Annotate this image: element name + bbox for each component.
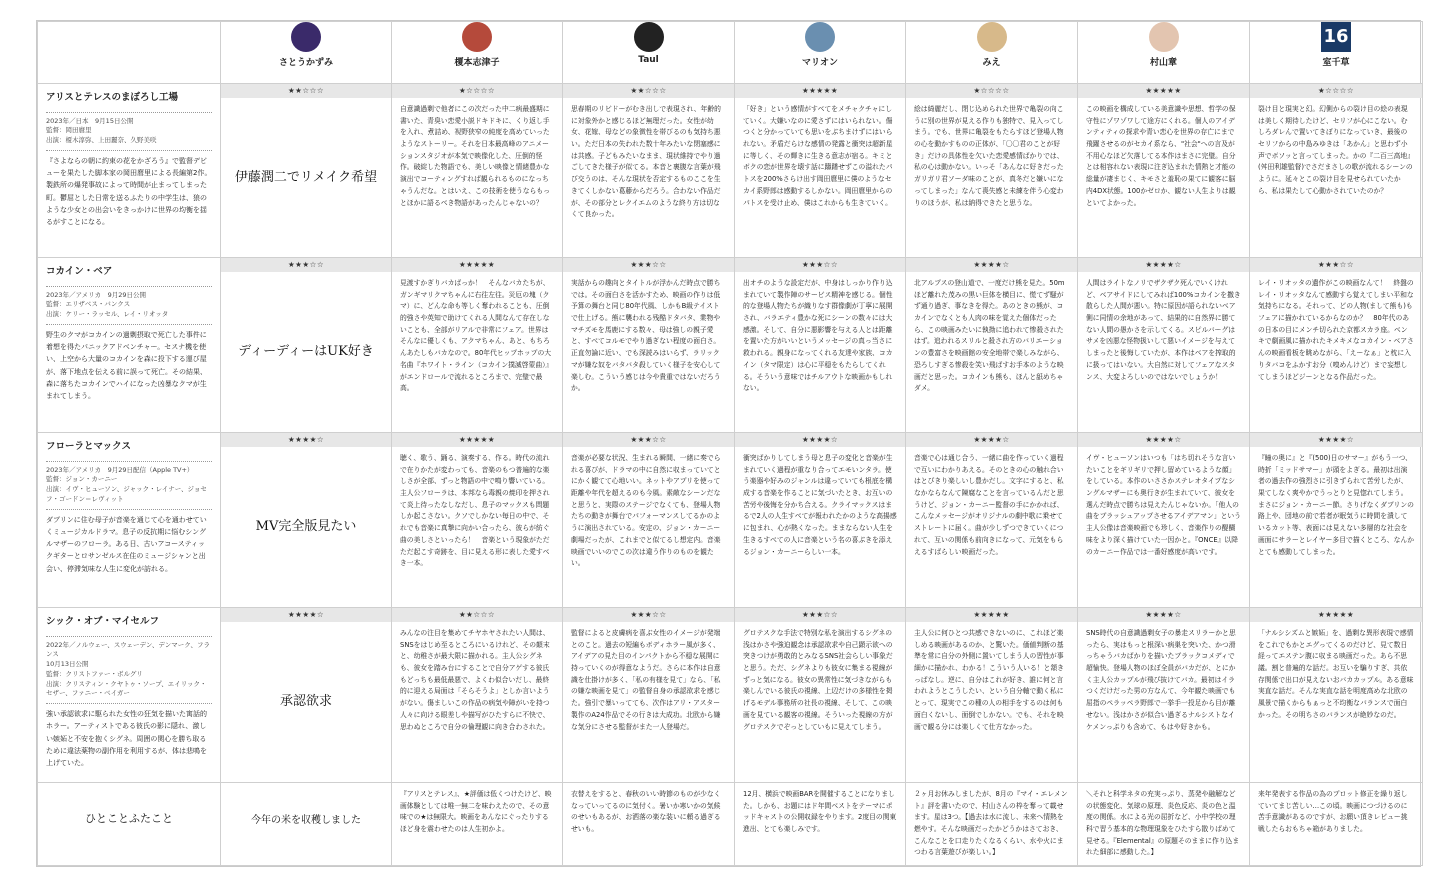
review-text: 北アルプスの登山道で、一度だけ熊を見た。50mほど離れた茂みの黒い巨体を横目に、慌てず騒がず通り過ぎ、事なきを得た。あのときの熊が、コカインでなくとも人肉の味を覚えた個体だったら、この映画みたいに執拗に追われて惨殺されたはず。追われるスリルと殺され方のバリエーションの豊富さを映画館の安全地帯で楽しみながら、恐ろしすぎる惨殺を笑い飛ばすお手本のような映画だと思った。コカインも熊も、ほんと舐めちゃダメ。 [914,279,1065,393]
reviewer-name: 榎本志津子 [454,58,500,68]
reviewer-header-3 [735,22,906,84]
movie-info-cell [38,258,221,433]
footer-note-cell [563,783,735,866]
review-text: 思春期のリビドーがむき出しで表現され、年齢的に対象外かと感じるほど無理だった。女性が幼女、花嫁、母などの象徴性を帯びるのも気持ち悪い。ただ日本の失われた数十年みたいな閉塞感には共感。子どもみたいなまま、現状維持でやり過ごしてきた様子が似てる。本音と裏腹な言葉が飛び交うのは、そんな現状を否定するものここを生きてくしかない葛藤からだろう。合わない作品だが、その部分とレクイエムのような終り方は切なくて良かった。 [571,105,721,219]
review-text: 音楽が必要な状況、生まれる瞬間、一緒に奏でられる喜びが、ドラマの中に自然に収まっていてとにかく観てて心地いい。ネットやアプリを使って距離や年代を超えるのも今風。素敵なシーンだなと思うと、実際のステージでなくても、登場人物たちの動きが舞台でパフォーマンスしてるかのように演出されている。安定の、ジョン・カーニー劇場だったが、これまでと似てるし想定内。音楽映画でいいのでこの次は違う作りのものを観たい。 [571,454,721,568]
movie-row [38,433,1423,608]
rice-illustration [221,783,391,853]
review-text: 見渡すかぎりバカばっか！ そんなバカたちが、ガンギマリクマちゃんに右往左往。災厄の塊（クマ）に、どんな命も等しく奪われることも、圧倒的強さや英知で助けてくれる人間なんて存在しないことも、全部がリアルで非常にフェア。世界はそんなに優しくも、アクマちゃん、あと、もちろんあたしもバカなので。80年代ヒップホップの大名曲『ホワイト・ライン（コカイン撲滅啓蒙曲）』がエンドロールで流れるところまで、完璧で最高。 [400,279,553,393]
star-rating: ★★★☆☆ [563,433,734,447]
review-cell [735,608,906,783]
movie-meta [46,641,212,700]
reviewer-name: マリオン [802,58,838,68]
review-cell [392,433,563,608]
review-cell [1250,608,1423,783]
reviewer-name: Taul [638,55,659,65]
footer-note-cell [1078,783,1250,866]
movie-title: コカイン・ベア [46,266,113,277]
movie-row [38,84,1423,258]
reviewer-name: さとうかずみ [278,58,333,68]
movie-meta-line: 出演：イヴ・ヒューソン、ジャック・レイナー、ジョセフ・ゴードン＝レヴィット [46,485,207,503]
footer-note: 12月、横浜で映画BARを開催することになりました。しかも、お題にはド年間ベストをテーマにポッドキャストの公開収録をやります。2度目の関東進出、とても楽しみです。 [743,790,897,834]
star-rating: ★☆☆☆☆ [1250,84,1422,98]
review-cell [221,84,392,258]
review-text: レイ・リオッタの遺作がこの映画なんて！ 終盤のレイ・リオッタなんて感動すら覚えてしまい平和な気持ちになる。それって、どの人物(まして熊も)もフェアに描かれているからなのか？ 80年代のあの日本の目にメンチ切られた京都スカラ座。ベンキで劇画風に描かれたキメキメなコカイン・ベアさんの映画看板を眺めながら、「えーなぁ」と枕に入りタバコをふかすお分（嗅めんけど）まで妄想してしまうほどジーンとなる作品だった。 [1258,279,1414,381]
movie-info [38,84,220,235]
hand-drawn-illustration [221,272,391,427]
review-text: 聴く、歌う、踊る、演奏する、作る。時代の流れで在りかたが変わっても、音楽のもつ普遍的な楽しさが全部、ずっと物語の中で鳴り響いている。主人公フローラは、本邦なら毒親の焼印を押されて炎上待ったなしなだし、息子のマックスも問題しか起こさない。クソでしかない毎日の中で、それでも音楽に真摯に向かい合ったら、彼らが紡ぐ曲の美しさといったら！ 音楽という現象がただただ起こす奇跡を、目に見える形に表した愛すべき一本。 [400,454,550,568]
review-cell [392,84,563,258]
reviewer-header-2 [563,22,735,84]
reviewer-name: みえ [982,58,1001,68]
review-text: 裂け目と現実と幻。幻側からの裂け目の絵の表現は美しく期待したけど、セリフが心にこない。むしろダレんで置いてきぼりになっていき、最後のセリフからの中島みゆきは「あかん」と思わず小声でボソッと言ってしまった。かの『二百三高地』(舛田利雄監督)でさだまさしの歌が流れるシーンのように。延々とこの裂け目を見せられていたから、私は果たして心動かされていたのか？ [1258,105,1414,195]
reviewer-header-5 [1078,22,1250,84]
divider [46,636,212,637]
footer-note: 衣替えをすると、春秋のいい時節のものが少なくなっていってるのに気付く。暑いか寒いかの気候のせいもあるが、お洒落の楽な装いに頼る過ぎるせいも。 [571,790,721,834]
movie-synopsis: 『さよならの朝に約束の花をかざろう』で監督デビューを果たした脚本家の岡田麿里による長編第2作。製鉄所の爆発事故によって時間が止まってしまった町。鬱屈とした日常を送るふたりの中学生は、狼のような少女との出会いをきっかけに世界の均衡を揺るがすことになる。 [46,156,212,227]
review-cell [735,433,906,608]
review-text: 実話からの趣向とタイトルが浮かんだ時点で勝ちでは。その面白さを活かすため、映画の作りは低予算の舞台と同じ80年代風、しかもB級テイストで仕上げる。熊に襲われる残酷ドタバタ、業物やマチズモを馬鹿にする数々、母は強しの親子愛と、すべてコルモでやり過ぎない程度の面白さ。正直勿論に近い、でも深読みはいらず、ラリックマが嫌な奴をバタバタ殺していく様子を安心して楽しむ。こういう感じは今や貴重ではないだろうか。 [571,279,721,393]
review-cell [735,258,906,433]
hand-drawn-illustration [221,98,391,253]
movie-synopsis: ダブリンに住む母子が音楽を通じて心を通わせていくミュージカルドラマ。息子の反抗期に悩むシングルマザーのフローラ。ある日、古いアコースティックギターとロサンゼルス在住のミュージシャンと出会い、停滞気味な人生に変化が訪れる。 [46,515,207,573]
star-rating: ★★★★★ [906,608,1077,622]
review-cell [1078,608,1250,783]
review-text: 音楽で心は通じ合う、一緒に曲を作っていく過程で互いにわかりあえる。そのときの心の触れ合いはとびきり楽しいし豊かだし。文字にすると、私なかならなんて陳腐なことを言っているんだと思うけど、ジョン・カーニー監督の手にかかれば、こんなメッセージがオリジナルの劇中歌に乗せてストレートに届く。曲が少しずつできていくにつれて、互いの関係も前向きになって、元気をもらえるすばらしい映画だった。 [914,454,1064,556]
movie-info-cell [38,84,221,258]
illustration-caption: 伊藤潤二でリメイク希望 [234,170,378,185]
reviewer-header-4 [906,22,1078,84]
review-text: 主人公に何ひとつ共感できないのに、これほど楽しめる映画があるのか、と驚いた。価値判断の基準を常に自分の外側に置いてしまう人の習性が事細かに描かれ、わかる！こういう人いる！と頷きっぱなし。逆に、自分はこれが好き、誰に何と言われようとこうしたい、という自分軸で動く私にとって、現実でこの種の人の相手をするのは何も面白くないし、面倒でしかない。でも、それを映画で観る分には楽しくて仕方なかった。 [914,629,1064,731]
review-text: 「好き」という感情がすべてをメチャクチャにしていく。大嫌いなのに愛さずにはいられない。傷つくと分かっていても思いをぶちまけずにはいられない。矛盾だらけな感情の発露と衝突は超新星に等しく、その輝きに生きる意志が宿る。キミとボクの恋が世界を壊す話に躊躇せずこの溢れたパトスを200%さらけ出す岡田麿里に僕のようなセカイ系野郎は感動するしかない。岡田麿里からのパトスを受け止め、僕はこれからも生きていく。 [743,105,893,207]
star-rating: ★★★★☆ [1078,433,1249,447]
illustration-caption: ディーディーはUK好き [238,344,374,359]
review-cell [735,84,906,258]
review-cell [906,608,1078,783]
star-rating: ★★★★★ [1078,84,1249,98]
review-cell [563,84,735,258]
star-rating: ★★★★★ [1250,608,1422,622]
reviewer-header-6 [1250,22,1423,84]
star-rating: ★★★☆☆ [563,258,734,272]
star-rating: ★★★★☆ [1078,608,1249,622]
movie-meta-line: 監督：エリザベス・バンクス [46,300,131,309]
footer-illustration-cell [221,783,392,866]
divider [46,509,212,510]
review-text: SNS時代の自意識過剰女子の暴走スリラーかと思ったら、実はもっと根深い病巣を突いた、かつ滑っちゃうバカばかりを描いたブラックコメディで超愉快。登場人物のほぼ全員がバカだが、とにかく主人公カップルが飛び抜けてバカ。最初はイラつくだけだった男の方なんて、今年観た映画でも屈指のペラッペラ野郎で一挙手一投足から目が離せない。浅はかさが似合い過ぎるナルシストなイケメンっぷりも含めて、もはや好きかも。 [1086,629,1236,731]
review-text: 『瞳の奥に』と『(500)日のサマー』がもう一つ、時折「ミッドサマー」が頭をよぎる。最初は出演者の過去作の強烈さに引きずられて苦労したが、果てしなく爽やかでうっとりと見惚れてしまう。まさにジョン・カーニー節。さりげなくダブリンの路上や、団地の前で若者が眠気うに時間を潰しているカット等、表面には見えない多層的な社会を画面にサラーとレイヤー多目で描くところ、なんかとても感動してしまった。 [1258,454,1414,556]
review-cell [1078,258,1250,433]
footer-note-cell [735,783,906,866]
movie-synopsis: 野生のクマがコカインの過剰摂取で死亡した事件に着想を得たパニックアドベンチャー。セスナ機を使い、上空から大量のコカインを森に投下する運び屋が、落下地点を伝える前に誤って死亡。その結果、森に落ちたコカインでハイになった凶暴なクマが生まれてしまう。 [46,330,207,401]
review-text: 人間はライトなノリでザクザク死んでいくけれど、ベアサイドにしてみれば100%コカインを撒き散らした人間が悪い。特に原因が語られないベア側に同情の余地があって、結果的に自然界に勝てない人間の愚かさを示してくる。スピルバーグはサメを凶悪な怪物扱いして悪いイメージを与えてしまったと後悔していたが、本作はベアを搾取的に扱ってはいない。大自然に対してフェアなスタンス、大変よろしいのではないでしょうか！ [1086,279,1241,381]
review-cell [563,258,735,433]
star-rating: ★☆☆☆☆ [906,84,1077,98]
divider [46,461,212,462]
movie-meta [46,117,212,146]
movie-meta-line: 2023年／日本 9月15日公開 [46,116,134,125]
star-rating: ★★★☆☆ [1250,258,1422,272]
movie-row [38,608,1423,783]
star-rating: ★★★★☆ [1250,433,1422,447]
review-cell [563,433,735,608]
star-rating: ★★★★☆ [906,433,1077,447]
avatar [805,22,835,52]
divider [46,112,212,113]
movie-row [38,258,1423,433]
footer-label-cell [38,783,221,866]
avatar [462,22,492,52]
review-text: 自意識過剰で他者にこの次だった中二病最盛期に書いた、青臭い恋愛小説ドキドキに、くり返し手を入れ、煮詰め、视野狭窄の純度を高めていったようなストーリー。それを日本最高峰のアニメーションスタジオが本気で映像化した、圧倒的怪作。破綻した物語でも、美しい映像と情緒豊かな演出でコーティングすれば観られるものになっちゃうんだな。とはいえ、この技術を使うならもっとほかに語るべき物語があったんじゃないの？ [400,105,550,207]
movie-info-cell [38,433,221,608]
footer-note-cell [392,783,563,866]
review-text: みんなの注目を集めてチヤホヤされたい人間は、SNSをはじめ至るところにいるけれど、その顛末と、幼稚さが最大限に描かれる。主人公シグネも、彼女を踏み台にすることで自分アゲする彼氏もどっちも最低最悪で、よくわ似合いだし、最終的に迎える局面は「そらそうよ」としか言いようがない。傷ましいこの作品の病気や障がいを持つ人々に向ける眼差しや描写がひたすらに不快で、思わぬところで自分の倫理観に向き合わされた。 [400,629,550,731]
review-cell [221,608,392,783]
number-16-logo: 16 [1321,22,1351,52]
movie-meta-line: 出演：クリスティン・クヤトゥ・ソープ、エイリック・セザー、ファニー・ベイガー [46,679,207,698]
movie-meta-line: 10月13日公開 [46,660,89,669]
review-cell [1250,258,1423,433]
movie-meta-line: 監督：岡田麿里 [46,126,92,135]
star-rating: ★☆☆☆☆ [392,84,562,98]
movie-title: アリスとテレスのまぼろし工場 [46,92,178,103]
avatar [291,22,321,52]
divider [46,286,212,287]
review-text: 絵は綺麗だし、閉じ込められた世界で亀裂の向こうに別の世界が見える作りも独特で、見入ってしまう。でも、世界に亀裂をもたらすほど登場人物の心を動かすものの正体が、「〇〇君のことが好き」だけの具体性を欠いた恋愛感情ばかりでは、私の心は動かない。いっそ「あんなに好きだったガリガリ君ソーダ味のことが、真冬だと嫌いになってしまった」なんて喪失感と未練を伴う心変わりのほうが、私は納得できたと思うな。 [914,105,1064,207]
star-rating: ★★★★☆ [221,608,391,622]
movie-info [38,258,220,409]
footer-row [38,783,1423,866]
star-rating: ★★★★☆ [735,433,905,447]
hand-drawn-illustration [221,447,391,602]
review-text: この映画を構成している美意識や思想、哲学の保守性にゾワゾワして途方にくれる。個人のアイデンティティの探求や青い恋心を世界の存亡にまで飛躍させるのがセカイ系なら、"社会"への言及が不用心なほど欠落してる本作はまさに完璧。自分とは相容れない表現に注ぎ込まれた情熱と才能の総量が凄まじく、キモさと羞恥の果てに観客に脳内4DX状態。100かゼロか、観ない人生よりは観といてよかった。 [1086,105,1236,207]
review-text: イヴ・ヒューソンはいつも「はち切れそうな言いたいことをギリギリで押し留めているような顔」をしている。本作のいささかステレオタイプなシングルマザーにも奥行きが生まれていて、彼女を選んだ時点で勝ちは見えたんじゃないか。「他人の曲をブラッシュアップさせるアイデアマン」という主人公像は音楽映画でも珍しく、音楽作りの醍醐味をより深く描けていた一因かと。『ONCE』以降のカーニー作品では一番好感度が高いです。 [1086,454,1241,556]
movie-meta [46,291,212,320]
movie-meta-line: 出演：ケリー・ラッセル、レイ・リオッタ [46,310,169,319]
star-rating: ★★★★☆ [906,258,1077,272]
movie-meta-line: 2022年／ノルウェー、スウェーデン、デンマーク、フランス [46,640,210,659]
movie-synopsis: 強い承認欲求に駆られた女性の狂気を描いた寓話的ホラー。アーティストである彼氏の影に隠れ、激しい嫉妬と不安を抱くシグネ。周囲の関心を勝ち取るために違法薬物の副作用を利用するが、体は悲鳴を上げていた。 [46,710,207,768]
reviewer-header-row [38,22,1423,84]
avatar [1149,22,1179,52]
movie-meta-line: 監督：クリストファー・ボルグリ [46,669,143,678]
star-rating: ★★★☆☆ [221,258,391,272]
reviewer-header-1 [392,22,563,84]
movie-title: フローラとマックス [46,441,132,452]
divider [46,703,212,704]
review-text: 監督によると皮膚病を喜ぶ女性のイメージが発端とのこと。過去の短編もボディホラー風が多く、アイデアの見た目のインパクトから不穏な展開に持っていくのが得意なようだ。さらに本作は自意識を仕掛けが多く、「私の有様を見て」なら、「私の嫌な映画を見て」の監督自身の承認欲求を感じた。強引で暴いってても、次作はアリ・アスター製作のA24作品でその行きは大成功。北欧から嫌な気分にさせる監督がまた一人登場だ。 [571,629,721,731]
divider [46,324,212,325]
movie-meta-line: 2023年／アメリカ 9月29日配信（Apple TV+） [46,465,194,474]
star-rating: ★★★★★ [392,258,562,272]
star-rating: ★★★☆☆ [735,608,905,622]
review-text: 「ナルシシズムと嫉妬」を、過剰な異形表現で感情をこれでもかとエグってくるのだけど、見て数日経ってエステン腹に収まる映画だった。あら不思議。割と普遍的な話だ。お互いを騙りすぎ、共依存関係で出口が見えないおバカカップル。ある意味実直な話だ。そんな実直な話を明度高めな北欧の風景で描くからもぁっと不均衡なバランスで面白かった。その明ちさのバランスが絶妙なのだ。 [1258,629,1414,719]
star-rating: ★★★★★ [392,433,562,447]
movie-info [38,608,220,776]
movie-info [38,433,220,582]
review-cell [906,84,1078,258]
reviewer-name: 室千草 [1322,58,1350,68]
movie-meta-line: 出演：榎木淳弥、上田麗奈、久野美咲 [46,136,157,145]
avatar [977,22,1007,52]
star-rating: ★★★★☆ [1078,258,1249,272]
reviewer-header-0 [221,22,392,84]
corner-cell [38,22,221,84]
review-cell [1250,84,1423,258]
movie-meta-line: 監督：ジョン・カーニー [46,475,118,484]
illustration-caption: 承認欲求 [279,694,332,709]
footer-note: 来年発表する作品の為のプロット修正を繰り返していてまじ苦しい…この頃。映画につづけるのに苦手意識があるのですが、お願い頂きレビュー挑戦したらおもちゃ箱がありました。 [1258,790,1408,834]
review-cell [1078,433,1250,608]
review-text: 出オチのような設定だが、中身はしっかり作り込まれていて製作陣のサービス精神を感じる。個性的な登場人物たちが織りなす群像劇が丁寧に展開され、バラエティ豊かな死にシーンの数々には大感激。そして、自分に悪影響を与える人とは距離を置いた方がいいというメッセージの真っ当さに救われる。親身になってくれる友達や家族、コカイン（タマ限定）は心に平穏をもたらしてくれる。そういう意味ではチルアウトな映画かもしれない。 [743,279,893,393]
review-cell [563,608,735,783]
hand-drawn-illustration [221,622,391,777]
movie-meta [46,466,212,505]
footer-label-art [38,783,220,853]
review-text: 衝突ばかりしてしまう母と息子の変化と音楽が生まれていく過程が重なり合ってエモいンタラ。使う楽器や好みのジャンルは違っていても根底を構成する音楽を作ることに気づいたとき、お互いの苦労や後悔を分かち合える。クライマックスはまるで2人の人生すべてが報われたかのような高揚感に包まれ、心が熱くなった。ままならない人生を生きるすべての人に音楽という名の喜ぶきを添えるジョン・カーニーらしい一本。 [743,454,897,556]
review-cell [392,608,563,783]
footer-note-cell [906,783,1078,866]
review-cell [221,433,392,608]
review-cell [1250,433,1423,608]
star-rating: ★★★☆☆ [735,258,905,272]
footer-note: ２ヶ月お休みしましたが、8月の『マイ・エレメント』評を書いたので、村山さんの枠を奪って載せます。星は3つ。【過去は水に流し、未来へ情熱を燃やす。そんな映画だったかどうかはさておき、こんなことを口走りたくなるくらい、水や火にまつわる言葉遊びが楽しい。】 [914,790,1068,857]
illustration-caption: 今年の米を収穫しました [251,814,361,826]
footer-note: ＼それと科学ネタの充実っぷり、蒸発や融解などの状態変化、気球の原理、炎色反応、炎の色と温度の関係。水による光の屈折など、小中学校の理科で習う基本的な物理現象をひたすら散りばめて見せる。『Elemental』の原題そのままに作り込まれた細部に感動した。】 [1086,790,1240,857]
footer-note: 『アリスとテレス』、★評価は低くつけたけど、映画体験としては唯一無二を味わえたので、その意味での★は無限大。映画をあんなにぐったりするほど身を震わせたのは人生初かよ。 [400,790,552,834]
footer-label: ひとことふたこと [85,812,173,825]
divider [46,150,212,151]
illustration-caption: MV完全版見たい [255,519,357,534]
star-rating: ★★★★★ [735,84,905,98]
review-text: グロテスクな手法で特別な私を演出するシグネの浅はかさや強迫観念は承認欲求や自己顕示欲への突きつけが勇敢的とみなるSNS社会らしい事象だと思う。ただ、シグネよりも彼女に集まる視線がずっと気になる。彼女の異常性に気づきながらも楽しんでいる彼氏の視線、上辺だけの多様性を掲げるモデル事務所の社長の視線、そして、この映画を見ている観客の視線。そういった視線の方がグロテスクでぞっとしていもに見えてしまう。 [743,629,893,731]
reviewer-name: 村山章 [1149,58,1177,68]
star-rating: ★★☆☆☆ [221,84,391,98]
review-sheet [36,20,1421,867]
movie-meta-line: 2023年／アメリカ 9月29日公開 [46,290,146,299]
review-cell [221,258,392,433]
star-rating: ★★★★☆ [221,433,391,447]
star-rating: ★★★☆☆ [563,608,734,622]
footer-note-cell [1250,783,1423,866]
review-cell [906,258,1078,433]
review-cell [392,258,563,433]
star-rating: ★★☆☆☆ [392,608,562,622]
star-rating: ★★☆☆☆ [563,84,734,98]
review-table [37,21,1423,866]
avatar [634,22,664,52]
review-cell [1078,84,1250,258]
movie-info-cell [38,608,221,783]
review-cell [906,433,1078,608]
movie-title: シック・オブ・マイセルフ [46,616,160,627]
